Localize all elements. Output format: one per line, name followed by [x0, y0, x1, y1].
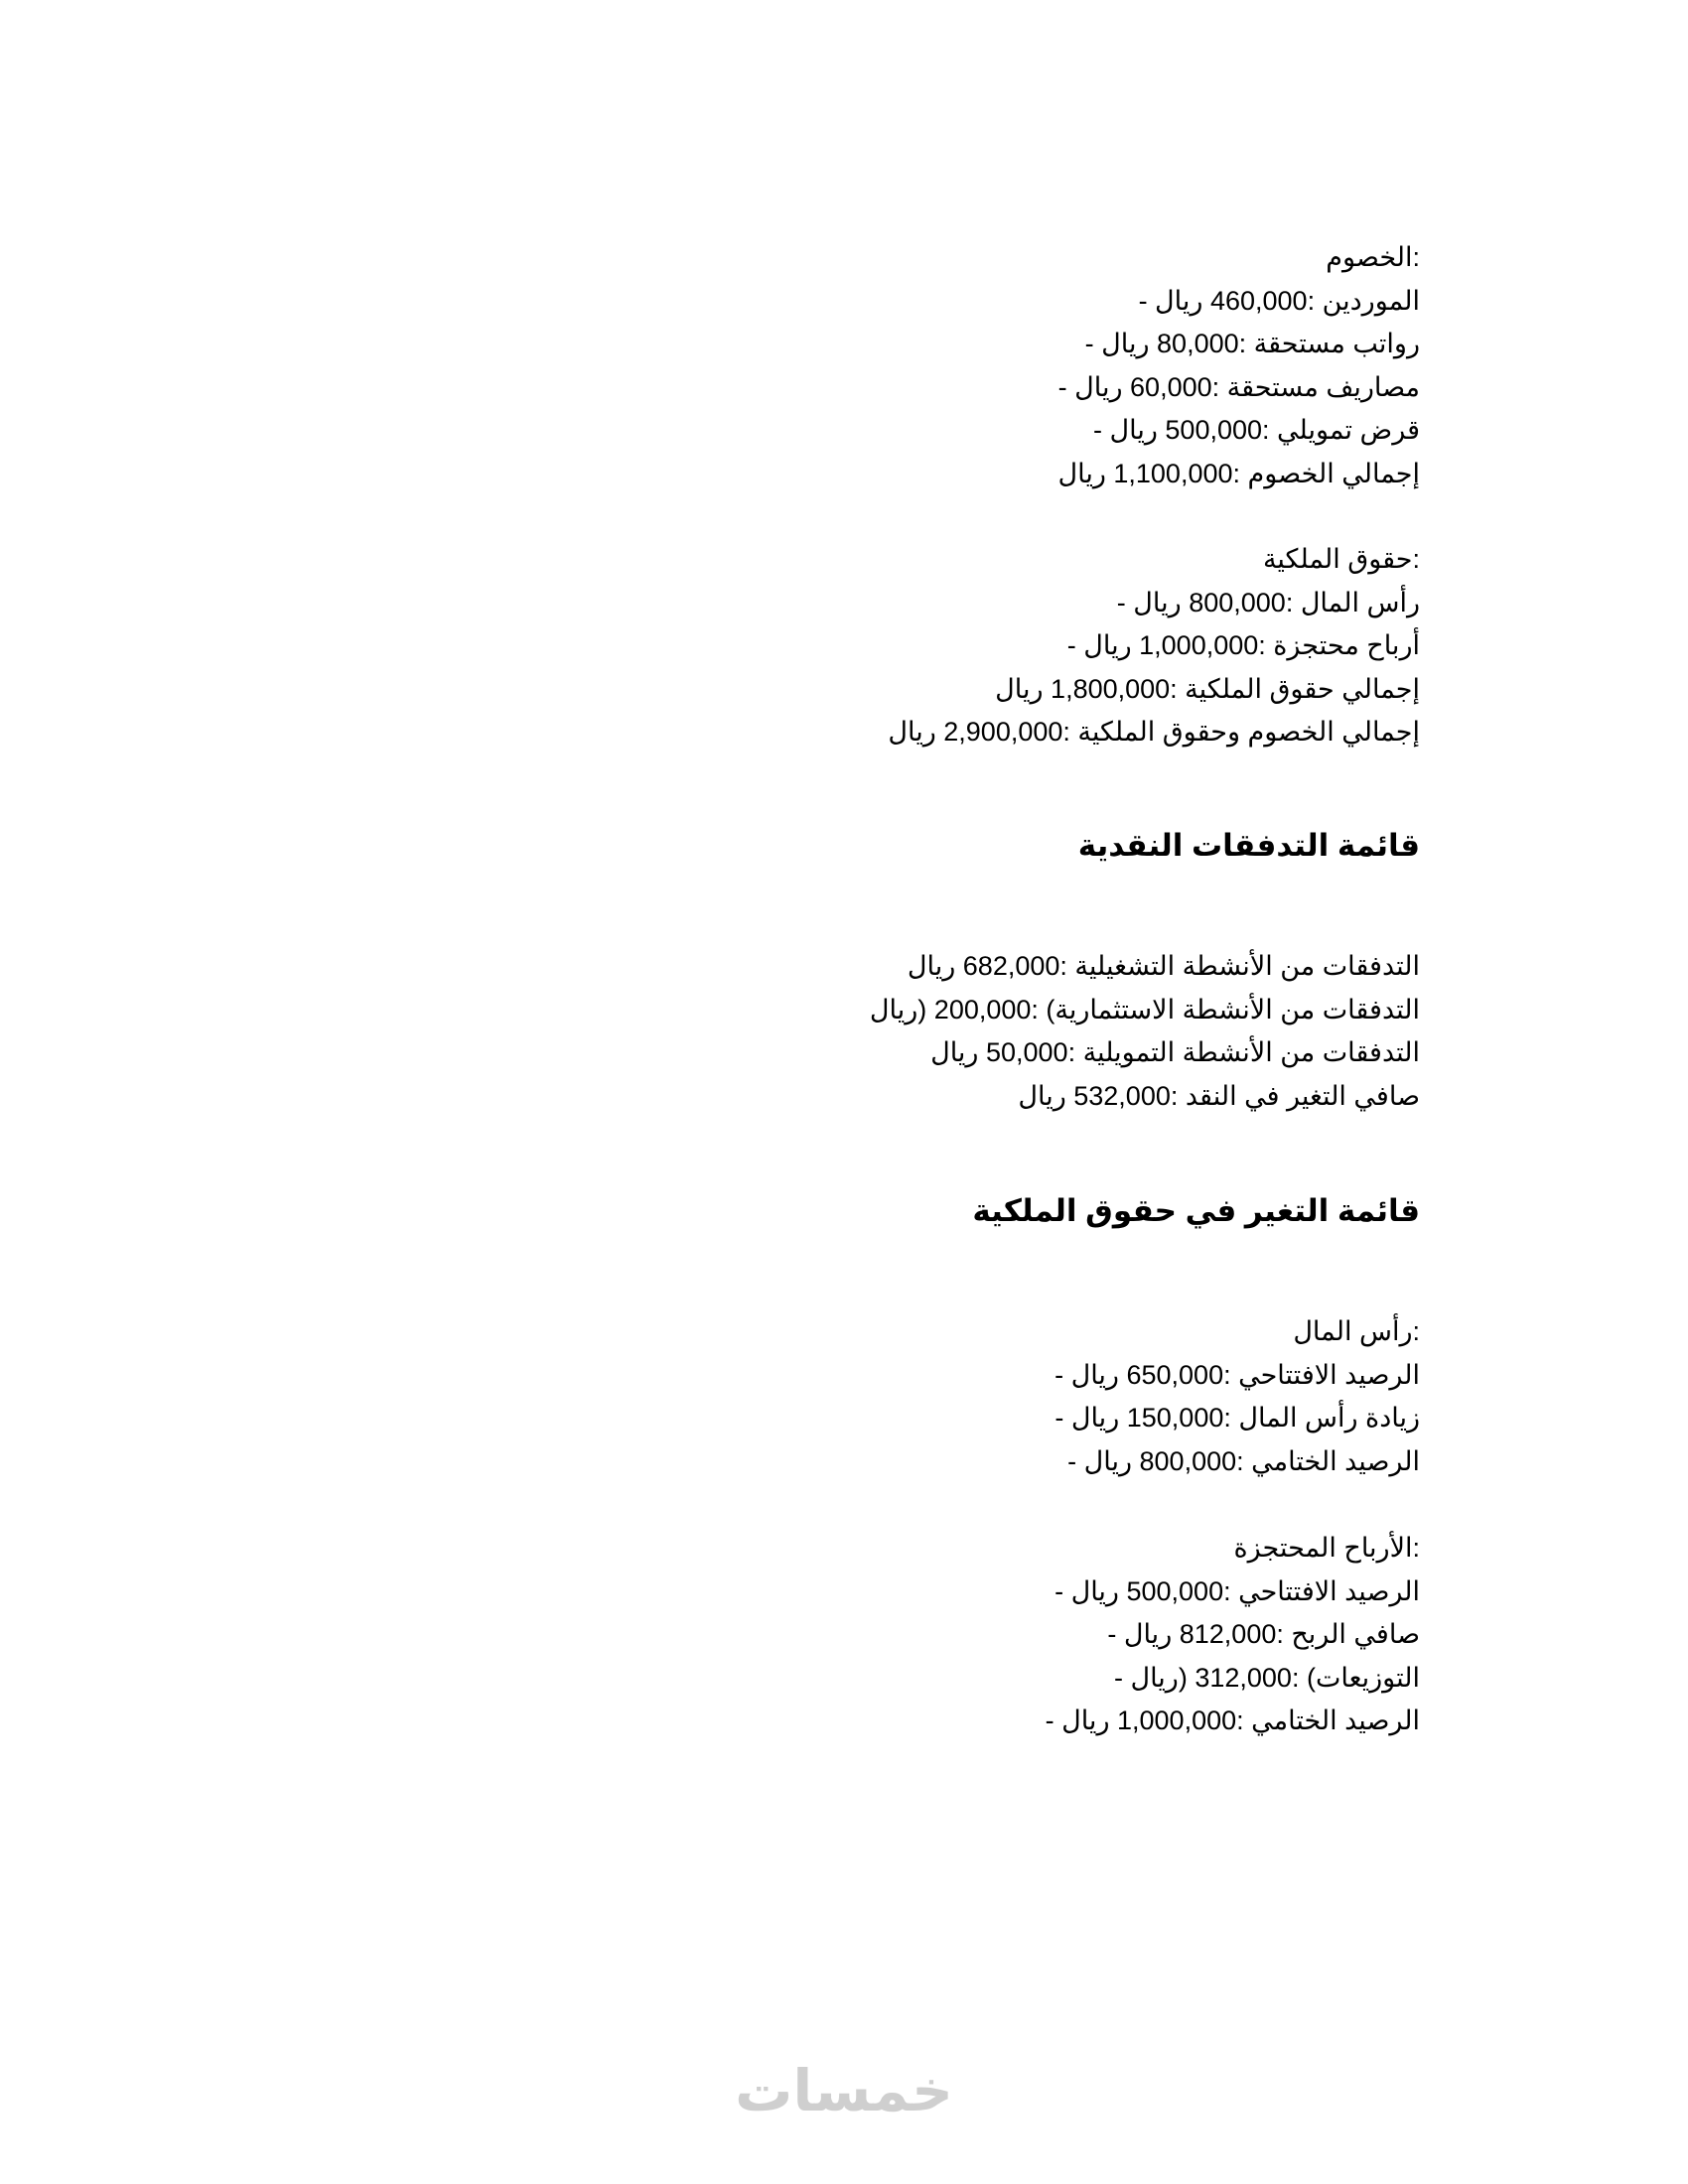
watermark-logo: خمسات	[735, 2059, 953, 2123]
capital-item: الرصيد الافتتاحي :650,000 ريال -	[1055, 1359, 1420, 1390]
retained-earnings-item: صافي الربح :812,000 ريال -	[1107, 1619, 1420, 1649]
liability-item: قرض تمويلي :500,000 ريال -	[1093, 415, 1420, 445]
retained-earnings-title: :الأرباح المحتجزة	[1233, 1533, 1420, 1563]
equity-total: إجمالي حقوق الملكية :1,800,000 ريال	[995, 673, 1420, 704]
retained-earnings-item: التوزيعات) :312,000 (ريال -	[1113, 1662, 1420, 1693]
liability-item: مصاريف مستحقة :60,000 ريال -	[1057, 371, 1420, 402]
cash-flow-heading: قائمة التدفقات النقدية	[1077, 828, 1420, 863]
liabilities-title: :الخصوم	[1326, 242, 1420, 272]
liabilities-equity-grand-total: إجمالي الخصوم وحقوق الملكية :2,900,000 ريال	[888, 717, 1420, 747]
cash-flow-item: التدفقات من الأنشطة التمويلية :50,000 ريال	[930, 1037, 1420, 1067]
capital-item: زيادة رأس المال :150,000 ريال -	[1055, 1403, 1420, 1433]
equity-item: رأس المال :800,000 ريال -	[1116, 587, 1420, 617]
liabilities-section	[526, 236, 1420, 495]
equity-changes-heading-block	[526, 1189, 1420, 1233]
retained-earnings-item: الرصيد الافتتاحي :500,000 ريال -	[1055, 1575, 1420, 1606]
capital-item: الرصيد الختامي :800,000 ريال -	[1067, 1445, 1420, 1476]
cash-flow-item: التدفقات من الأنشطة الاستثمارية) :200,000 (ريال	[869, 994, 1420, 1024]
equity-item: أرباح محتجزة :1,000,000 ريال -	[1066, 630, 1420, 660]
cash-flow-item: التدفقات من الأنشطة التشغيلية :682,000 ريال	[907, 951, 1420, 981]
liability-item: رواتب مستحقة :80,000 ريال -	[1084, 329, 1420, 358]
cash-flow-net-change: صافي التغير في النقد :532,000 ريال	[1018, 1080, 1420, 1111]
liability-item: الموردين :460,000 ريال -	[1138, 285, 1420, 316]
equity-changes-heading: قائمة التغير في حقوق الملكية	[972, 1193, 1420, 1228]
cash-flow-section	[526, 945, 1420, 1118]
retained-earnings-item: الرصيد الختامي :1,000,000 ريال -	[1045, 1706, 1420, 1735]
capital-section	[526, 1310, 1420, 1483]
equity-section	[526, 538, 1420, 754]
equity-title: :حقوق الملكية	[1262, 544, 1420, 574]
retained-earnings-section	[526, 1527, 1420, 1743]
capital-title: :رأس المال	[1293, 1316, 1420, 1346]
liabilities-total: إجمالي الخصوم :1,100,000 ريال	[1057, 458, 1420, 488]
cash-flow-heading-block	[526, 824, 1420, 868]
